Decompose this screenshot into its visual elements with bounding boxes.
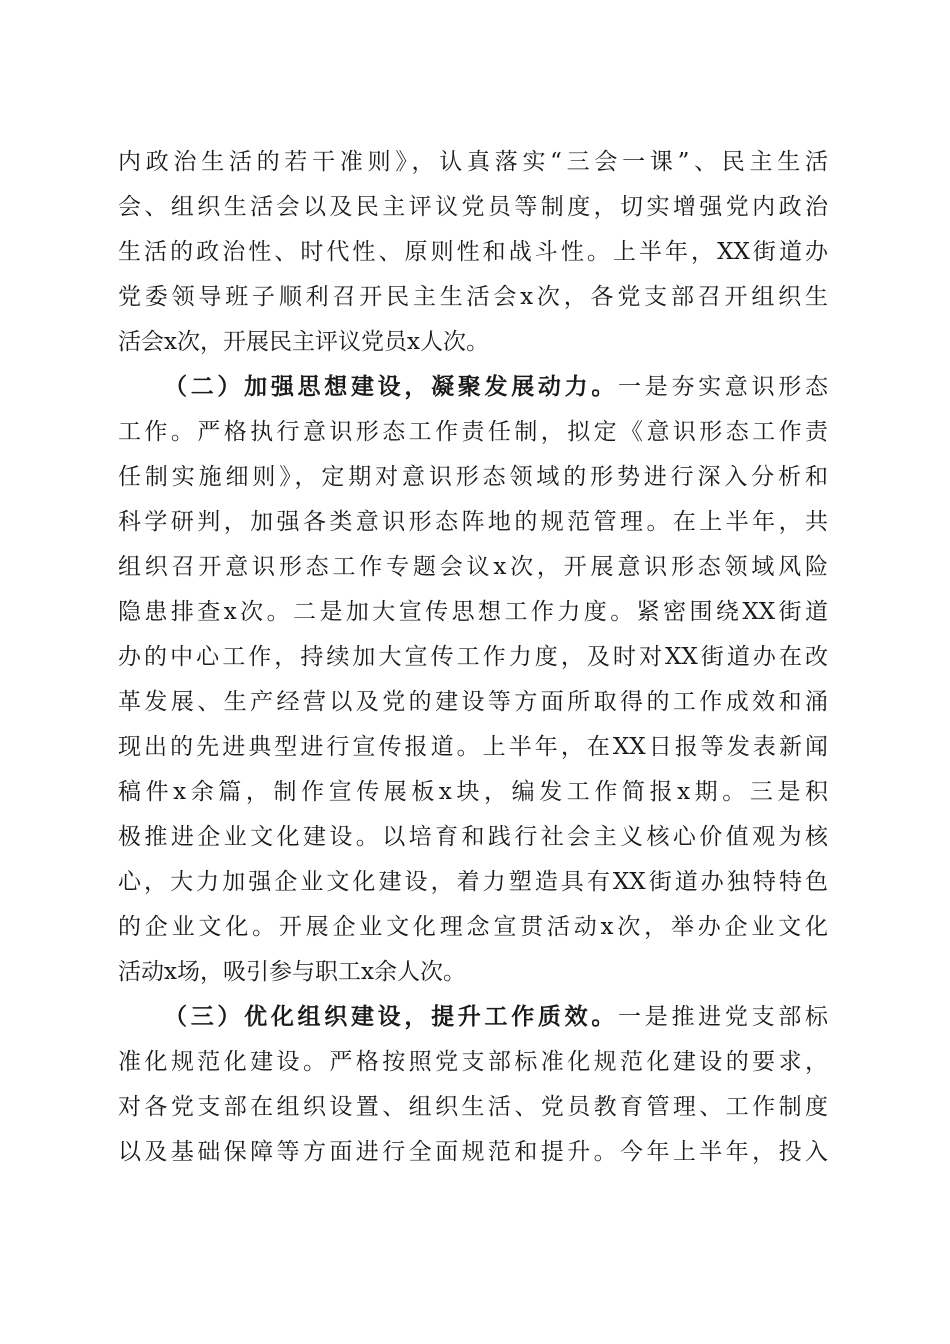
text-line: 科学研判，加强各类意识形态阵地的规范管理。在上半年，共 bbox=[118, 509, 828, 535]
section-first-line bbox=[164, 372, 828, 402]
text-line: 任制实施细则》，定期对意识形态领域的形势进行深入分析和 bbox=[118, 464, 828, 490]
section-heading: （三）优化组织建设，提升工作质效。 bbox=[164, 1003, 619, 1030]
section-first-line bbox=[164, 1002, 828, 1032]
text-line: 心，大力加强企业文化建设，着力塑造具有XX街道办独特特色 bbox=[118, 869, 828, 895]
text-line: 对各党支部在组织设置、组织生活、党员教育管理、工作制度 bbox=[118, 1094, 828, 1120]
text-line: 办的中心工作，持续加大宣传工作力度，及时对XX街道办在改 bbox=[118, 644, 828, 670]
text-line: 极推进企业文化建设。以培育和践行社会主义核心价值观为核 bbox=[118, 824, 828, 850]
text-line: 工作。严格执行意识形态工作责任制，拟定《意识形态工作责 bbox=[118, 419, 828, 445]
text-line: 党委领导班子顺利召开民主生活会x次，各党支部召开组织生 bbox=[118, 284, 828, 310]
text-line: 隐患排查x次。二是加大宣传思想工作力度。紧密围绕XX街道 bbox=[118, 599, 828, 625]
text-line: 准化规范化建设。严格按照党支部标准化规范化建设的要求， bbox=[118, 1049, 828, 1075]
text-line: 以及基础保障等方面进行全面规范和提升。今年上半年，投入 bbox=[118, 1139, 828, 1165]
text-line: 革发展、生产经营以及党的建设等方面所取得的工作成效和涌 bbox=[118, 689, 828, 715]
text-line: 会、组织生活会以及民主评议党员等制度，切实增强党内政治 bbox=[118, 194, 828, 220]
text-line: 活动x场，吸引参与职工x余人次。 bbox=[118, 959, 466, 985]
text-line: 内政治生活的若干准则》，认真落实“三会一课”、民主生活 bbox=[118, 149, 828, 175]
section-first-line-text: 一是推进党支部标 bbox=[618, 1004, 829, 1030]
text-line: 组织召开意识形态工作专题会议x次，开展意识形态领域风险 bbox=[118, 554, 828, 580]
text-line: 现出的先进典型进行宣传报道。上半年，在XX日报等发表新闻 bbox=[118, 734, 828, 760]
text-line: 的企业文化。开展企业文化理念宣贯活动x次，举办企业文化 bbox=[118, 914, 828, 940]
section-first-line-text: 一是夯实意识形态 bbox=[618, 374, 829, 400]
text-line: 稿件x余篇，制作宣传展板x块，编发工作简报x期。三是积 bbox=[118, 779, 828, 805]
text-line: 活会x次，开展民主评议党员x人次。 bbox=[118, 329, 489, 355]
text-line: 生活的政治性、时代性、原则性和战斗性。上半年，XX街道办 bbox=[118, 239, 828, 265]
section-heading: （二）加强思想建设，凝聚发展动力。 bbox=[164, 373, 619, 400]
